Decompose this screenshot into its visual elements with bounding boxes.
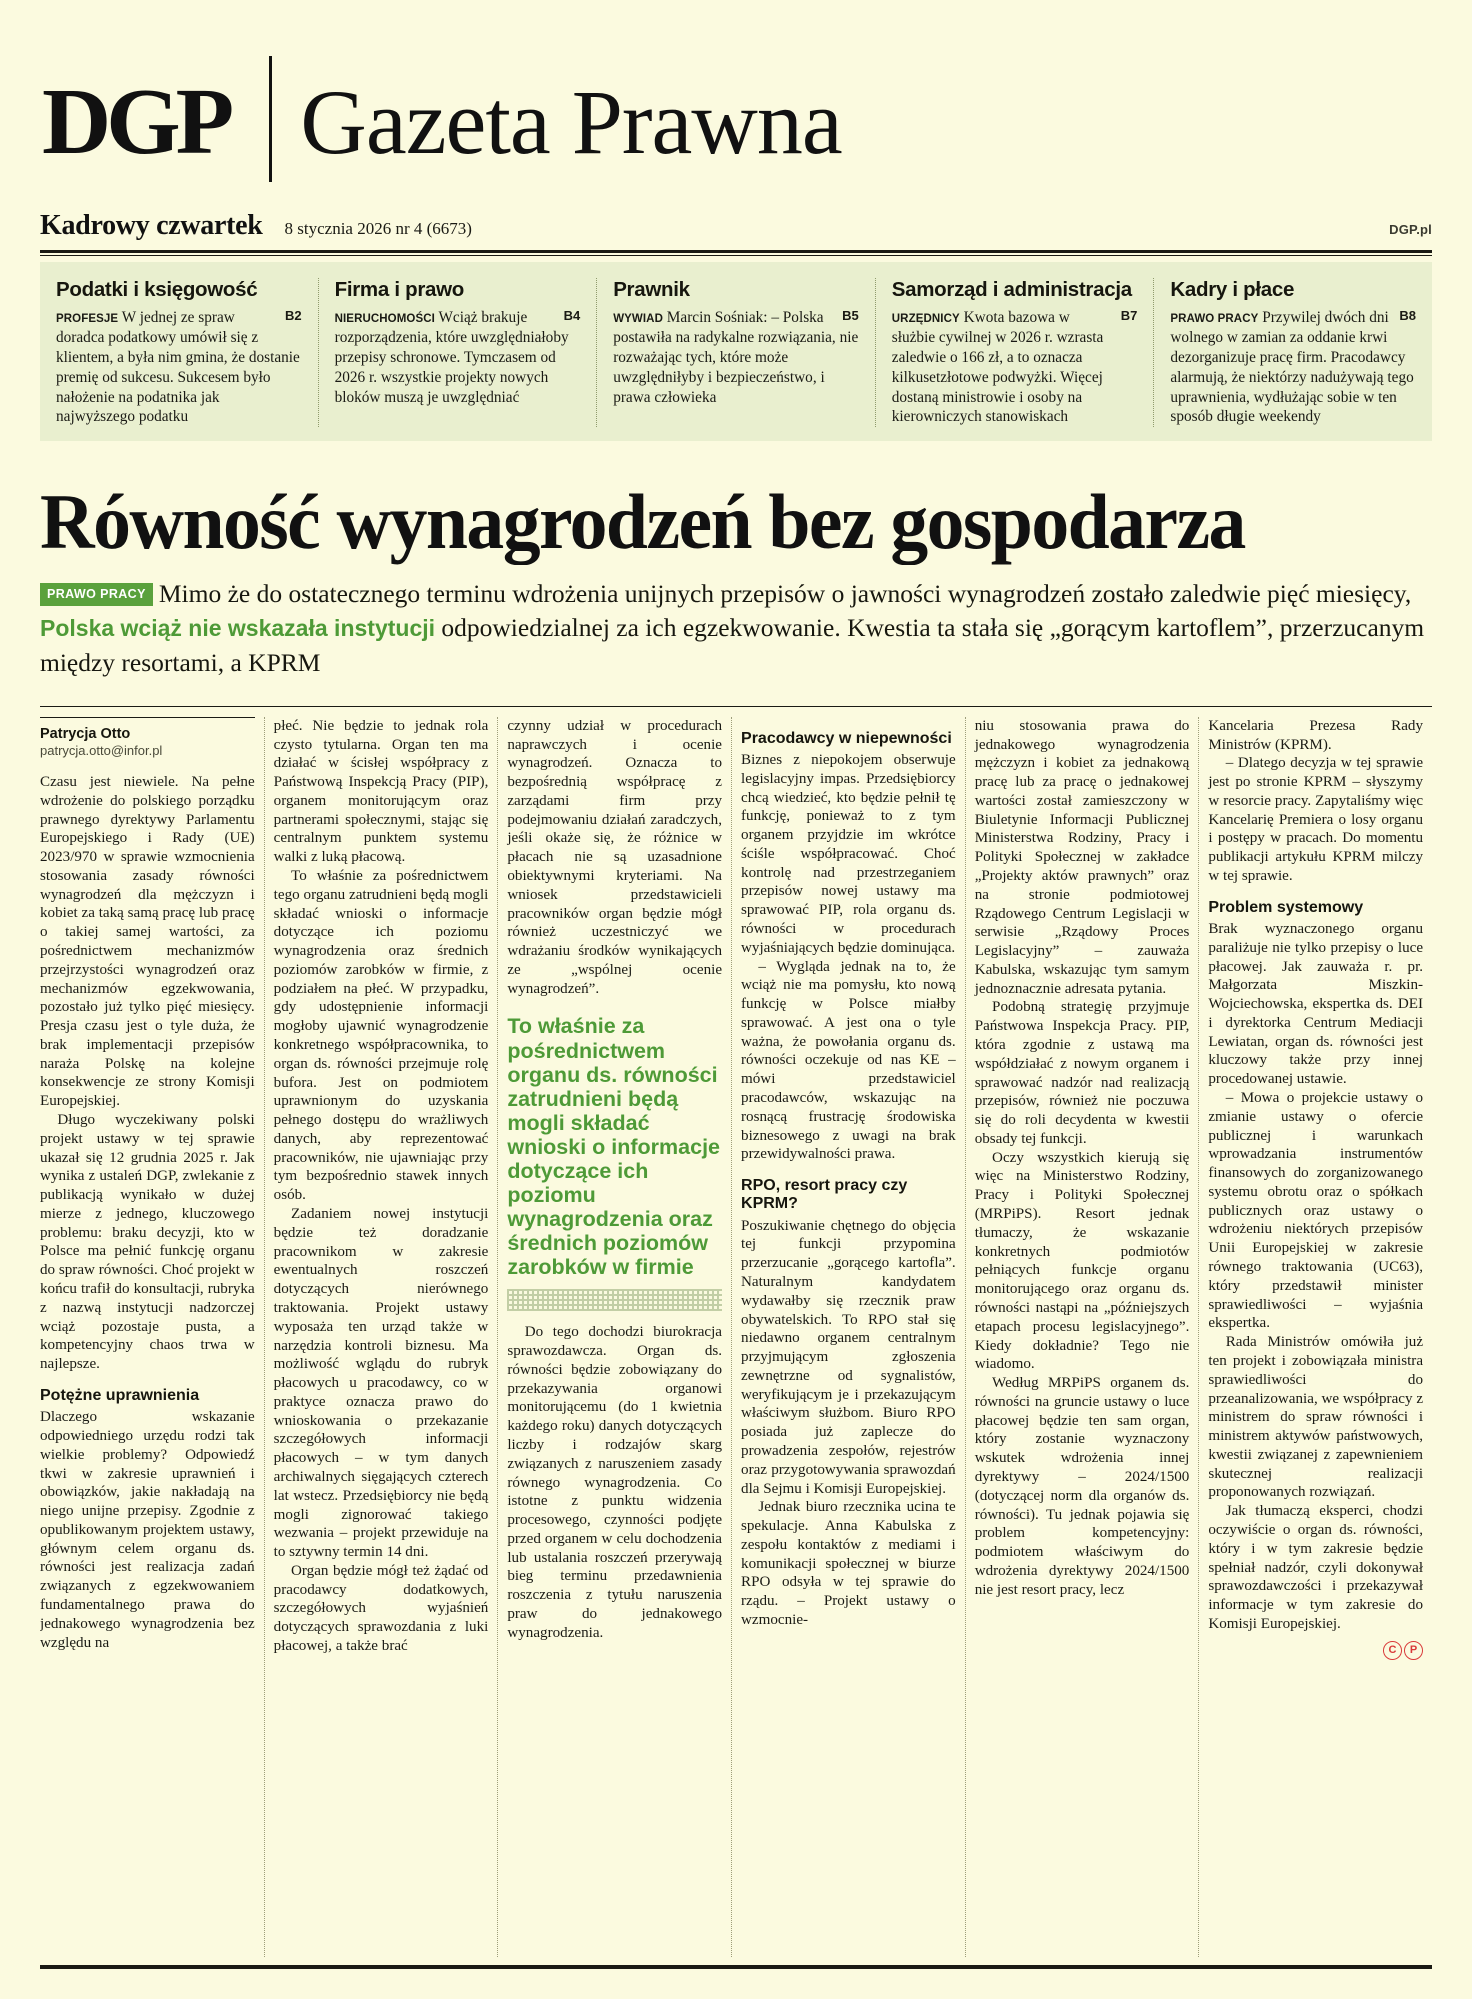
column-2 [265,717,499,1957]
teaser-page-ref: B7 [1120,308,1138,323]
paragraph: płeć. Nie będzie to jednak rola czysto tytularna. Organ ten ma działać w ścisłej współpracy z Państwową Inspekcją Pracy (PIP), organem monitorującym oraz partnerami społecznymi, stając się centralnym punktem systemu walki z luką płacową. [273,717,489,866]
paragraph: Podobną strategię przyjmuje Państwowa Inspekcja Pracy. PIP, która zgodnie z ustawą ma współdziałać z nowym organem i sprawować nadzór nad realizacją przepisów, również nie poczuwa się do roli decydenta w kwestii obsady tej funkcji. [974,999,1190,1147]
paragraph: – Dlatego decyzja w tej sprawie jest po stronie KPRM – słyszymy w resorcie pracy. Zapytaliśmy więc Kancelarię Premiera o losy organu i postępy w pracach. Do momentu publikacji artykułu KPRM milczy w tej sprawie. [1208,755,1424,884]
status-badge: PRAWO PRACY [40,583,153,606]
byline-rule [40,717,255,718]
column-4 [732,717,966,1957]
copyright-marks [1208,1640,1423,1660]
paragraph: Brak wyznaczonego organu paraliżuje nie tylko przepisy o luce płacowej. Jak zauważa r. pr. Małgorzata Miszkin-Wojciechowska, ekspertka ds. DEI i dyrektorka Centrum Mediacji Lewiatan, organ ds. równości jest kluczowy także przy innej procedowanej ustawie. [1208,920,1424,1088]
teaser-text: Marcin Sośniak: – Polska postawiła na radykalne rozwiązania, nie rozważając tych, które może uwzględniłyby i bezpieczeństwo, i prawa człowieka [613,309,859,406]
article-body [40,707,1432,1957]
teaser-page-ref: B8 [1399,308,1416,323]
teaser-tag: PRAWO PRACY [1170,313,1259,325]
section-teaser-strip [40,262,1432,441]
section-subheading: Potężne uprawnienia [40,1386,200,1404]
website-label[interactable]: DGP.pl [1389,222,1432,237]
teaser-tag: PROFESJE [56,313,119,325]
teaser-text: W jednej ze spraw doradca podatkowy umówił się z klientem, a była nim gmina, że dostanie premię od sukcesu. Sukcesem było nałożenie na podatnika jak najwyższego podatku [56,309,300,426]
deck-text-part1: Mimo że do ostatecznego terminu wdrożenia unijnych przepisów o jawności wynagrodzeń zostało zaledwie pięć miesięcy, [158,579,1412,609]
copyright-p-icon: P [1404,1641,1423,1660]
teaser-text: Kwota bazowa w służbie cywilnej w 2026 r. wzrasta zaledwie o 166 zł, a to oznacza kilkusetzłotowe podwyżki. Więcej dostaną ministrowie i osoby na kierowniczych stanowiskach [891,309,1104,426]
deck-text-part2: odpowiedzialnej za ich egzekwowanie. Kwestia ta stała się „gorącym kartoflem”, przerzucanym między resortami, a KPRM [40,613,1425,677]
author-email[interactable]: patrycja.otto@infor.pl [40,742,163,758]
article-deck [40,577,1432,679]
teaser-title: Firma i prawo [334,278,464,301]
teaser-samorzad[interactable] [876,278,1155,427]
teaser-tag: WYWIAD [613,313,663,325]
author-name: Patrycja Otto [40,725,131,742]
paragraph: Długo wyczekiwany polski projekt ustawy w tej sprawie ukazał się 12 grudnia 2025 r. Jak wynika z ustaleń DGP, zwlekanie z publikacją wynikało w dużej mierze z jednego, kluczowego problemu: braku decyzji, kto w Polsce ma pełnić funkcję organu do spraw równości. Choć projekt w końcu trafił do konsultacji, rubryka z nazwą instytucji nadzorczej wciąż pozostaje pusta, a kompetencyjny chaos trwa w najlepsze. [40,1112,255,1373]
teaser-title: Kadry i płace [1170,278,1295,301]
column-3 [498,717,732,1957]
column-1 [40,717,265,1957]
teaser-body [1170,308,1416,427]
paragraph: – Mowa o projekcie ustawy o zmianie ustawy o ofercie publicznej i warunkach wprowadzania instrumentów finansowych do zorganizowanego systemu obrotu oraz o spółkach publicznych oraz ustawy o wdrożeniu niektórych przepisów Unii Europejskiej w zakresie równego traktowania (UC63), który przedstawił minister sprawiedliwości – wyjaśnia ekspertka. [1208,1090,1424,1332]
teaser-page-ref: B4 [563,308,581,323]
date-bar [36,196,1436,250]
copyright-c-icon: C [1383,1641,1402,1660]
paragraph: Kancelaria Prezesa Rady Ministrów (KPRM). [1208,717,1424,753]
masthead [36,0,1436,196]
teaser-prawnik[interactable] [597,278,876,427]
teaser-podatki[interactable] [40,278,319,427]
paragraph: Jednak biuro rzecznika ucina te spekulacje. Anna Kabulska z zespołu kontaktów z mediami i komunikacji społecznej w biurze RPO odsyła w tej sprawie do rządu. – Projekt ustawy o wzmocnie- [741,1499,956,1629]
teaser-text: Wciąż brakuje rozporządzenia, które uwzględniałoby przepisy schronowe. Tymczasem od 2026 r. wszystkie projekty nowych bloków muszą je uwzględniać [334,309,569,406]
header-rule [40,250,1432,256]
paragraph: Biznes z niepokojem obserwuje legislacyjny impas. Przedsiębiorcy chcą wiedzieć, kto będzie pełnił tę funkcję, ponieważ to z tym organem przyjdzie im wkrótce ściśle współpracować. Choć kontrolę nad przestrzeganiem przepisów nowej ustawy ma sprawować PIP, rola organu ds. równości w procedurach wyjaśniających będzie dominująca. [741,751,956,956]
paragraph: Poszukiwanie chętnego do objęcia tej funkcji przypomina przerzucanie „gorącego kartofla”. Naturalnym kandydatem wydawałby się rzecznik praw obywatelskich. To RPO stał się niedawno organem centralnym przyjmującym zgłoszenia zewnętrzne od sygnalistów, weryfikującym je i przekazującym właściwym służbom. Biuro RPO posiada już zaplecze do prowadzenia zespołów, rejestrów oraz przygotowywania sprawozdań dla Sejmu i Komisji Europejskiej. [741,1217,956,1497]
footer-rule [40,1965,1432,1969]
paragraph: Rada Ministrów omówiła już ten projekt i zobowiązała ministra sprawiedliwości do przeanalizowania, we współpracy z ministrem do spraw równości i ministrem aktywów państwowych, kwestii związanej z zapewnieniem skutecznej realizacji proponowanych rozwiązań. [1208,1334,1424,1501]
pull-quote: To właśnie za pośrednictwem organu ds. równości zatrudnieni będą mogli składać wnioski o informacje dotyczące ich poziomu wynagrodzenia oraz średnich poziomów zarobków w firmie [507,1014,721,1280]
teaser-body [335,308,581,407]
teaser-tag: URZĘDNICY [891,313,960,325]
paragraph: – Wygląda jednak na to, że wciąż nie ma pomysłu, kto nową funkcję w Polsce miałby sprawować. A jest ona o tyle ważna, że powołania organu ds. równości oczekuje od nas KE – mówi przedstawiciel pracodawców, wskazując na rosnącą frustrację środowiska biznesowego z uwagi na brak przewidywalności prawa. [741,958,956,1163]
dotted-separator [507,1289,722,1311]
paragraph: Czasu jest niewiele. Na pełne wdrożenie do polskiego porządku prawnego dyrektywy Parlamentu Europejskiego i Rady (UE) 2023/970 w sprawie wzmocnienia stosowania zasady równości wynagrodzeń dla mężczyzn i kobiet za taką samą pracę lub pracę o takiej samej wartości, za pośrednictwem mechanizmów przejrzystości wynagrodzeń oraz mechanizmów egzekwowania, pozostało już tylko pięć miesięcy. Presja czasu jest o tyle duża, że brak implementacji przepisów naraża Polskę na kolejne konsekwencje ze strony Komisji Europejskiej. [40,773,255,1110]
teaser-title: Podatki i księgowość [56,278,258,301]
teaser-page-ref: B2 [284,308,302,323]
section-subheading: RPO, resort pracy czy KPRM? [741,1177,908,1213]
column-5 [966,717,1200,1957]
paragraph: Do tego dochodzi biurokracja sprawozdawcza. Organ ds. równości będzie zobowiązany do przekazywania organowi monitorującemu (do 1 kwietnia każdego roku) danych dotyczących liczby i rodzajów skarg związanych z naruszeniem zasady równego wynagrodzenia. Co istotne z punktu widzenia procesowego, czynności podjęte przed organem w celu dochodzenia lub ustalania roszczeń przerywają bieg terminu przedawnienia roszczenia z tytułu naruszenia praw do jednakowego wynagrodzenia. [507,1324,723,1641]
page-title: Równość wynagrodzeń bez gospodarza [40,478,1245,566]
column-6 [1199,717,1432,1957]
paragraph: Zadaniem nowej instytucji będzie też doradzanie pracownikom w zakresie ewentualnych roszczeń dotyczących nierównego traktowania. Projekt ustawy wyposaża ten urząd także w narzędzia kontroli biznesu. Ma możliwość wglądu do rubryk płacowych u pracodawcy, co w praktyce oznacza prawo do wnioskowania o przekazanie szczegółowych informacji płacowych – w tym danych archiwalnych sięgających czterech lat wstecz. Przedsiębiorcy nie będą mogli zignorować takiego wezwania – projekt przewiduje na to sztywny termin 14 dni. [273,1206,489,1561]
edition-label: Kadrowy czwartek [40,210,263,241]
teaser-text: Przywilej dwóch dni wolnego w zamian za oddanie krwi dezorganizuje pracę firm. Pracodawcy alarmują, że niektórzy nadużywają tego uprawnienia, wydłużając sobie w ten sposób długie weekendy [1170,309,1414,426]
paragraph: niu stosowania prawa do jednakowego wynagrodzenia mężczyzn i kobiet za jednakową pracę lub za pracę o jednakowej wartości został zamieszczony w Biuletynie Informacji Publicznej Ministerstwa Rodziny, Pracy i Polityki Społecznej w zakładce „Projekty aktów prawnych” oraz na stronie podmiotowej Rządowego Centrum Legislacji w serwisie „Rządowy Proces Legislacyjny” – zauważa Kabulska, wskazując tym samym jednoznacznie adresata pytania. [974,717,1190,997]
deck-highlight: Polska wciąż nie wskazała instytucji [40,615,436,642]
teaser-kadry[interactable] [1154,278,1432,427]
paragraph: czynny udział w procedurach naprawczych i ocenie wynagrodzeń. Oznacza to bezpośrednią współpracę z zarządami firm przy podejmowaniu działań zaradczych, jeśli okaże się, że różnice w płacach nie są uzasadnione obiektywnymi kryteriami. Na wniosek przedstawicieli pracowników organ będzie mógł również uczestniczyć we wdrażaniu środków wynikających ze „wspólnej ocenie wynagrodzeń”. [507,717,723,997]
section-subheading: Problem systemowy [1208,898,1364,916]
teaser-page-ref: B5 [842,308,859,323]
masthead-divider [269,56,272,182]
teaser-tag: NIERUCHOMOŚCI [334,313,435,325]
paragraph: Według MRPiPS organem ds. równości na gruncie ustawy o luce płacowej będzie ten sam organ, który zostanie wyznaczony wskutek wdrożenia innej dyrektywy – 2024/1500 (dotyczącej norm dla organów ds. równości). Tu jednak pojawia się problem kompetencyjny: podmiotem właściwym do wdrożenia dyrektywy 2024/1500 nie jest resort pracy, lecz [974,1375,1190,1598]
paragraph: To właśnie za pośrednictwem tego organu zatrudnieni będą mogli składać wnioski o informacje dotyczące ich poziomu wynagrodzenia oraz średnich poziomów zarobków w firmie, z podziałem na płeć. W przypadku, gdy udostępnienie informacji mogłoby ujawnić wynagrodzenie konkretnego współpracownika, to organ ds. równości przejmuje rolę bufora. Jest on podmiotem uprawnionym do uzyskania pełnego dostępu do wrażliwych danych, aby reprezentować pracowników, nie ujawniając przy tym bezpośrednio stawek innych osób. [273,867,489,1204]
teaser-title: Samorząd i administracja [891,278,1132,301]
paragraph: Organ będzie mógł też żądać od pracodawcy dodatkowych, szczegółowych wyjaśnień dotyczących sprawozdania z luki płacowej, a także brać [273,1562,489,1654]
issue-line: 8 stycznia 2026 nr 4 (6673) [284,219,472,238]
teaser-body [56,308,302,427]
teaser-title: Prawnik [613,278,690,301]
teaser-body [613,308,859,407]
teaser-firma[interactable] [319,278,598,427]
dgp-logo: DGP [42,70,230,174]
paragraph: Oczy wszystkich kierują się więc na Ministerstwo Rodziny, Pracy i Polityki Społecznej (MRPiPS). Resort jednak tłumaczy, że wskazanie konkretnych podmiotów pełniących funkcje organu monitorującego oraz organu ds. równości nastąpi na „późniejszych etapach procesu legislacyjnego”. Kiedy dokładnie? Tego nie wiadomo. [974,1149,1190,1373]
teaser-body [892,308,1138,427]
publication-title: Gazeta Prawna [300,71,842,173]
paragraph: Jak tłumaczą eksperci, chodzi oczywiście o organ ds. równości, który i w tym zakresie będzie spełniał nadzór, czyli dokonywał sprawozdawczości i przekazywał informacje w tym zakresie do Komisji Europejskiej. [1208,1503,1424,1632]
paragraph: Dlaczego wskazanie odpowiedniego urzędu rodzi tak wielkie problemy? Odpowiedź tkwi w zakresie uprawnień i obowiązków, jakie nakładają na niego unijne przepisy. Zgodnie z opublikowanym projektem ustawy, głównym celem organu ds. równości jest realizacja zadań związanych z egzekwowaniem fundamentalnego prawa do jednakowego wynagrodzenia bez względu na [40,1409,255,1651]
section-subheading: Pracodawcy w niepewności [741,729,952,747]
